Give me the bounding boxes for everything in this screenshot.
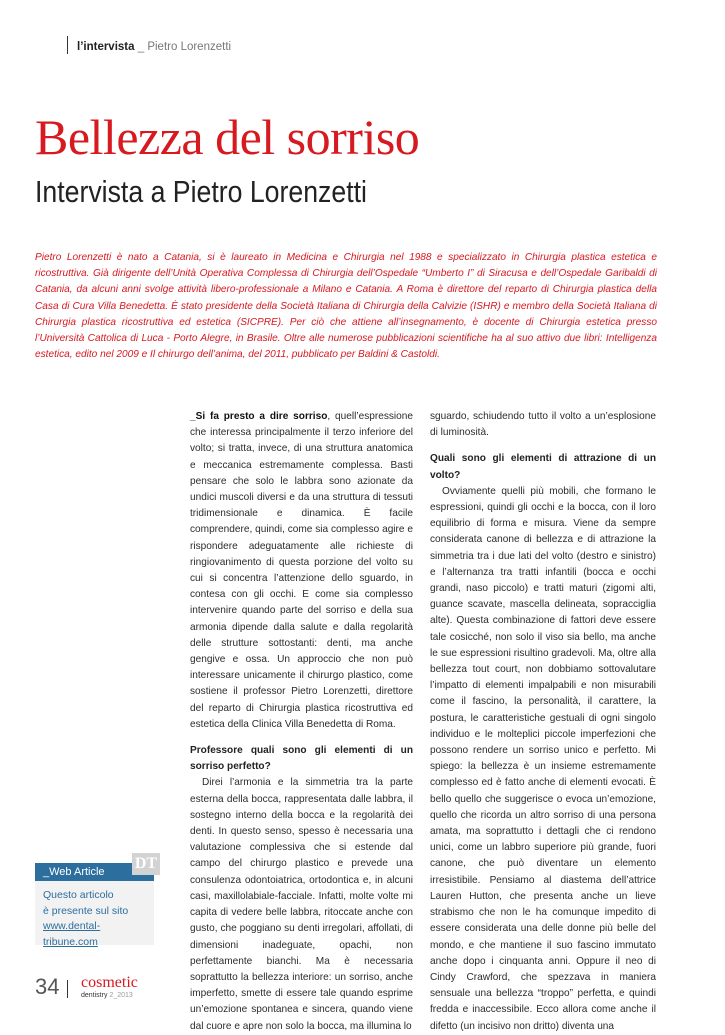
answer-2: Ovviamente quelli più mobili, che formano le espressioni, quindi gli occhi e la bocca, con il loro equilibrio di forma e misura. Viene da sempre considerata canone di bellezza e di attrazione la simmetria tra i due lati del volto (destro e sinistro) e l’alternanza tra tratti infantili (bocca e occhi grandi, naso piccolo) e tratti maturi (zigomi alti, guance scavate, mascella delineata, sopracciglia alte). Questa combinazione di fattori deve essere tale cosicché, non solo il viso sia bello, ma anche le sue espressioni risultino gradevoli. Ma, oltre alla bellezza tout court, non dobbiamo sottovalutare l’impatto di elementi impalpabili e non misurabili come il fascino, la personalità, il carattere, la postura, le caratteristiche gestuali di ogni singolo individuo e le molteplici piccole imperfezioni che possono rendere un sorriso unico e perfetto. Mi spiego: la bellezza è un insieme estremamente complesso ed è fatto anche di elementi evocati. È bello quello che suggerisce o evoca un’emozione, quello che ricorda un altro sorriso di una persona amata, ma soprattutto i dettagli che ci rendono unici, come un labbro superiore più grande, fuori canone, che può diventare un elemento irresistibile. Pensiamo al diastema dell’attrice Lauren Hutton, che presenta anche un lieve strabismo che non le ha comunque impedito di essere considerata una delle donne più belle del mondo, e che mantiene il suo fascino immutato anche dopo i cinquanta anni. Oppure il neo di Cindy Crawford, che spezzava in maniera sensuale una bellezza “troppo” perfetta, e quindi fredda e inaccessibile. Ecco allora come anche il difetto (un incisivo non dritto) diventa una [430,485,656,1032]
section-name: l’intervista [77,41,135,53]
header-author: Pietro Lorenzetti [147,41,232,53]
article-title: Bellezza del sorriso [35,109,420,165]
magazine-subbrand [81,992,133,999]
opening-text: , quell’espressione che interessa principalmente il terzo inferiore del volto; si tratta, invece, di una struttura anatomica e meccanica estremamente complessa. Basti pensare che solo le labbra sono azionate da undici muscoli diversi e da una struttura di tessuti tridimensionale e dinamica. È facile comprendere, quindi, come sia complesso agire e rispondere adeguatamente alle richieste di ringiovanimento di questa porzione del volto su cui si concentra l’attenzione dello sguardo, in contesa con gli occhi. E come sia complesso intervenire quando parte del sorriso e della sua armonia dipende dalla salute e dalla regolarità delle strutture sottostanti: denti, ma anche gengive e ossa. Un approccio che non può interessare unicamente il chirurgo plastico, come sostiene il professor Pietro Lorenzetti, direttore del reparto di Chirurgia plastica ricostruttiva ed estetica della Clinica Villa Benedetta di Roma. [190,411,414,730]
footer-divider [67,980,68,998]
dental-tribune-link[interactable]: www.dental-tribune.com [43,920,101,948]
answer-1: Direi l’armonia e la simmetria tra la parte esterna della bocca, rappresentata dalle labbra, il sostegno interno della bocca e la regolarità dei denti. In questo senso, spesso è necessaria una valutazione complessiva che si estende dal campo del chirurgo plastico e prevede una consulenza odontoiatrica, ortodontica e, in alcuni casi, maxillolabiale-facciale. Infatti, molte volte mi capita di vedere belle labbra, ritoccate anche con gusto, che poggiano su denti irregolari, affollati, di dimensioni inadeguate, opachi, non perfettamente bianchi. Ma è necessaria soprattutto la bellezza interiore: un sorriso, anche imperfetto, smette di essere tale quando esprime un’emozione spontanea e sincera, quando viene dal cuore e apre non solo la bocca, ma illumina lo [190,777,413,1032]
header-separator: _ [134,41,148,53]
column-left [190,409,413,1035]
issue-number: 2_2013 [109,992,133,999]
lead-in: _Si fa presto a dire sorriso [190,411,328,422]
web-article-label: _Web Article [35,863,154,881]
dental-tribune-logo: DT [132,853,160,875]
header-divider [67,36,68,54]
continuation-paragraph: sguardo, schiudendo tutto il volto a un’esplosione di luminosità. [430,411,656,439]
web-article-box [35,863,154,948]
web-article-line2: è presente sul sito [43,904,129,917]
section-header [77,41,231,53]
brand-sub-text: dentistry [81,992,108,999]
question-2: Quali sono gli elementi di attrazione di un volto? [430,453,656,481]
author-bio: Pietro Lorenzetti è nato a Catania, si è laureato in Medicina e Chirurgia nel 1988 e specializzato in Chirurgia plastica estetica e ricostruttiva. Già dirigente dell’Unità Operativa Complessa di Chirurgia dell’Ospedale “Umberto I” di Siracusa e dell’Ospedale Garibaldi di Catania, da alcuni anni svolge attività libero-professionale a Milano e Catania. A Roma è direttore del reparto di Chirurgia plastica della Casa di Cura Villa Benedetta. È stato presidente della Società Italiana di Chirurgia della Calvizie (ISHR) e membro della Società Italiana di Chirurgia plastica ricostruttiva ed estetica (SICPRE). Per ciò che attiene all’insegnamento, è docente di Chirurgia estetica presso l’Università Cattolica di Luca - Porto Alegre, in Brasile. Oltre alle numerose pubblicazioni scientifiche ha al suo attivo due libri: Intelligenza estetica, edito nel 2009 e Il chirurgo dell’anima, del 2011, pubblicato per Baldini & Castoldi. [35,252,657,361]
web-article-line1: Questo articolo [43,889,114,901]
question-1: Professore quali sono gli elementi di un sorriso perfetto? [190,745,413,773]
column-right [430,409,656,1035]
opening-paragraph [190,409,413,733]
article-subtitle: Intervista a Pietro Lorenzetti [35,174,367,209]
web-article-text [43,888,154,950]
page-number: 34 [35,974,60,999]
magazine-brand: cosmetic [81,974,138,991]
